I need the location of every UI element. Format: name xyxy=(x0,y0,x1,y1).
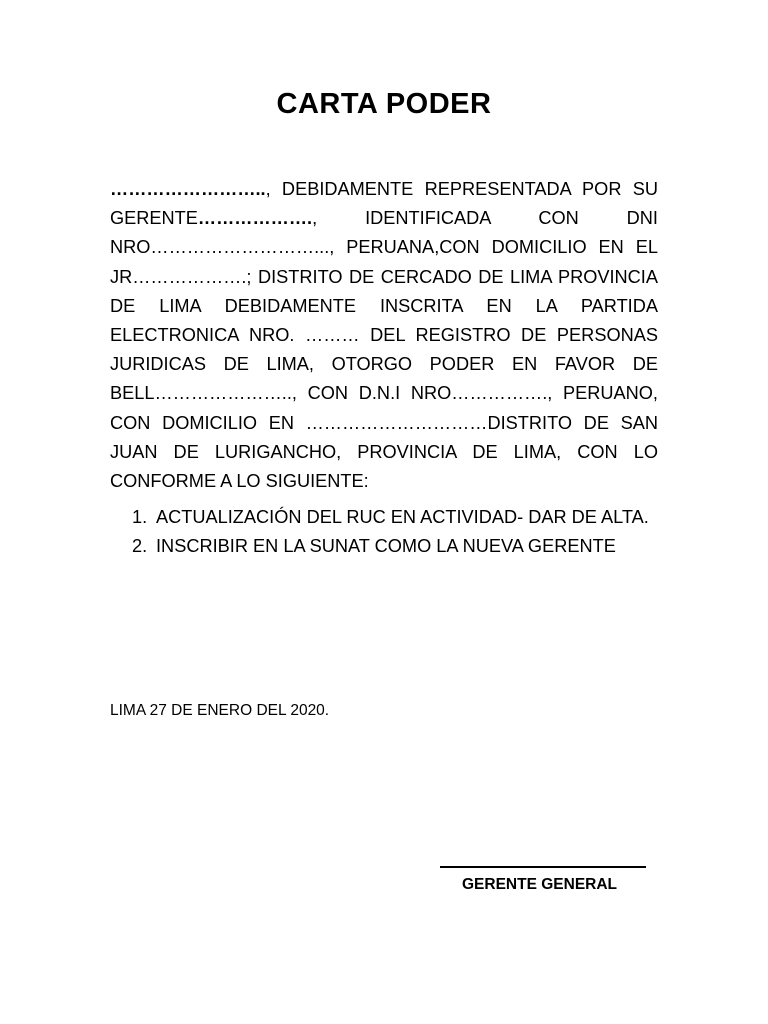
signature-label: GERENTE GENERAL xyxy=(462,876,618,893)
document-title: CARTA PODER xyxy=(276,88,492,120)
list-item-number: 2. xyxy=(132,536,148,557)
body-text-part-1: , DEBIDAMENTE REPRESENTADA POR SU GERENTE xyxy=(110,179,658,229)
body-text-part-2: , IDENTIFICADA CON DNI NRO………………………..., PERUANA,CON DOMICILIO EN EL JR……………….; DISTRITO DE CERCADO DE LIMA PROVINCIA DE LIMA DEBIDAMENTE INSCRITA EN LA PARTIDA ELECTRONICA NRO. ……… DEL REGISTRO DE PERSONAS JURIDICAS DE LIMA, OTORGO PODER EN FAVOR DE BELL………………….., CON D.N.I NRO……………., PERUANO, CON DOMICILIO EN …………………………DISTRITO DE SAN JUAN DE LURIGANCHO, PROVINCIA DE LIMA, CON LO CONFORME A LO SIGUIENTE: xyxy=(110,208,658,492)
list-item-number: 1. xyxy=(132,507,148,527)
blank-company-field: …………………….. xyxy=(110,179,266,199)
body-paragraph xyxy=(110,175,658,496)
list-item-text: INSCRIBIR EN LA SUNAT COMO LA NUEVA GERENTE xyxy=(156,536,616,557)
signature-line xyxy=(440,866,646,868)
document-date: LIMA 27 DE ENERO DEL 2020. xyxy=(110,702,330,719)
list-item-text: ACTUALIZACIÓN DEL RUC EN ACTIVIDAD- DAR DE ALTA. xyxy=(156,507,649,527)
blank-manager-field: ………………. xyxy=(197,208,313,229)
list-item xyxy=(110,532,658,561)
list-item xyxy=(110,503,658,532)
power-items-list xyxy=(110,503,658,561)
